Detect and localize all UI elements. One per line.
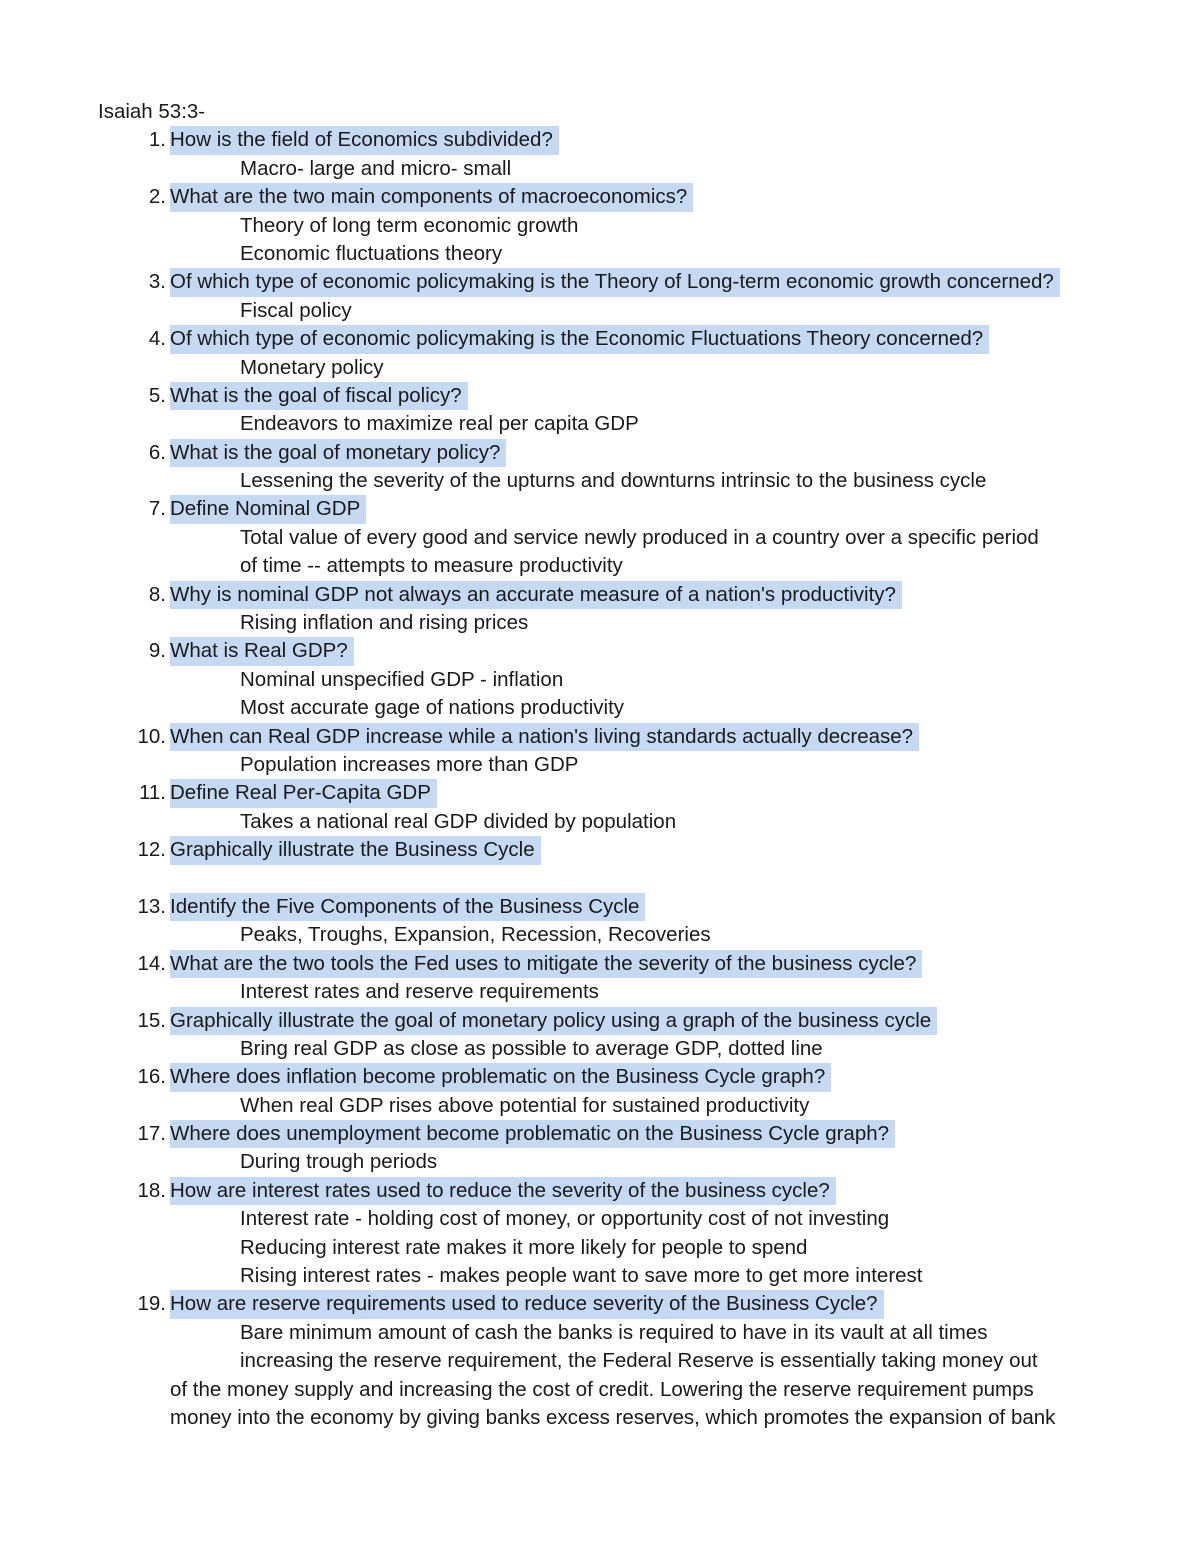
answer-text: Total value of every good and service newly produced in a country over a specific period <box>240 525 1039 549</box>
answer-text: Nominal unspecified GDP - inflation <box>240 667 564 691</box>
question-number: 9. <box>148 639 166 663</box>
question-item <box>98 1063 1108 1091</box>
answer-text: of time -- attempts to measure productivity <box>240 554 623 578</box>
question-number: 7. <box>148 497 166 521</box>
question-number: 10. <box>137 724 166 748</box>
question-number: 4. <box>148 327 166 351</box>
question-text: Where does inflation become problematic on the Business Cycle graph? <box>170 1063 831 1091</box>
question-text: What is the goal of monetary policy? <box>170 439 506 467</box>
question-text: How are interest rates used to reduce the severity of the business cycle? <box>170 1177 836 1205</box>
question-number: 5. <box>148 383 166 407</box>
document-body <box>98 98 1108 1432</box>
question-item <box>98 1120 1108 1148</box>
question-text: What is the goal of fiscal policy? <box>170 382 468 410</box>
answer-text: increasing the reserve requirement, the Federal Reserve is essentially taking money out <box>240 1349 1038 1373</box>
question-number: 11. <box>139 781 166 805</box>
question-item <box>98 950 1108 978</box>
question-number: 19. <box>137 1292 166 1316</box>
question-number: 2. <box>148 185 166 209</box>
question-number: 6. <box>148 440 166 464</box>
question-text: How are reserve requirements used to reduce severity of the Business Cycle? <box>170 1290 884 1318</box>
question-text: Define Nominal GDP <box>170 495 366 523</box>
question-item <box>98 325 1108 353</box>
question-number: 16. <box>137 1065 166 1089</box>
question-text: Of which type of economic policymaking is the Economic Fluctuations Theory concerned? <box>170 325 989 353</box>
answer-text: Takes a national real GDP divided by population <box>240 809 677 833</box>
question-item <box>98 1290 1108 1318</box>
question-number: 17. <box>137 1122 166 1146</box>
question-text: Identify the Five Components of the Business Cycle <box>170 893 645 921</box>
question-number: 15. <box>137 1008 166 1032</box>
answer-text: Endeavors to maximize real per capita GDP <box>240 412 639 436</box>
document-title: Isaiah 53:3- <box>98 100 206 123</box>
question-item <box>98 723 1108 751</box>
blank-line <box>98 865 1108 893</box>
answer-continuation-text: of the money supply and increasing the cost of credit. Lowering the reserve requirement pumps <box>170 1377 1034 1401</box>
answer-continuation-text: money into the economy by giving banks excess reserves, which promotes the expansion of bank <box>170 1405 1056 1429</box>
answer-text: Theory of long term economic growth <box>240 213 579 237</box>
question-number: 13. <box>137 894 166 918</box>
answer-text: Most accurate gage of nations productivity <box>240 696 625 720</box>
question-number: 1. <box>148 128 166 152</box>
question-number: 8. <box>148 582 166 606</box>
answer-text: Fiscal policy <box>240 298 352 322</box>
answer-text: Monetary policy <box>240 355 384 379</box>
question-text: Define Real Per-Capita GDP <box>170 779 437 807</box>
question-item <box>98 836 1108 864</box>
question-text: When can Real GDP increase while a nation's living standards actually decrease? <box>170 723 919 751</box>
question-number: 3. <box>148 270 166 294</box>
question-item <box>98 581 1108 609</box>
question-text: How is the field of Economics subdivided? <box>170 126 559 154</box>
answer-text: Interest rate - holding cost of money, or opportunity cost of not investing <box>240 1207 890 1231</box>
answer-text: Bring real GDP as close as possible to average GDP, dotted line <box>240 1036 823 1060</box>
answer-text: During trough periods <box>240 1150 438 1174</box>
question-item <box>98 1007 1108 1035</box>
question-text: Why is nominal GDP not always an accurate measure of a nation's productivity? <box>170 581 902 609</box>
question-item <box>98 439 1108 467</box>
question-item <box>98 1177 1108 1205</box>
question-number: 12. <box>137 838 166 862</box>
answer-text: When real GDP rises above potential for sustained productivity <box>240 1093 810 1117</box>
question-item <box>98 126 1108 154</box>
question-text: What are the two tools the Fed uses to mitigate the severity of the business cycle? <box>170 950 922 978</box>
question-item <box>98 779 1108 807</box>
question-text: Where does unemployment become problematic on the Business Cycle graph? <box>170 1120 895 1148</box>
question-item <box>98 495 1108 523</box>
question-item <box>98 637 1108 665</box>
question-text: What are the two main components of macroeconomics? <box>170 183 693 211</box>
question-item <box>98 183 1108 211</box>
answer-text: Bare minimum amount of cash the banks is required to have in its vault at all times <box>240 1320 988 1344</box>
answer-text: Macro- large and micro- small <box>240 156 512 180</box>
answer-text: Rising interest rates - makes people want to save more to get more interest <box>240 1264 923 1288</box>
question-item <box>98 382 1108 410</box>
question-text: Of which type of economic policymaking is the Theory of Long-term economic growth concerned? <box>170 268 1060 296</box>
question-text: What is Real GDP? <box>170 637 354 665</box>
answer-text: Population increases more than GDP <box>240 752 579 776</box>
question-number: 14. <box>137 951 166 975</box>
answer-text: Economic fluctuations theory <box>240 241 503 265</box>
answer-text: Interest rates and reserve requirements <box>240 980 599 1004</box>
question-item <box>98 268 1108 296</box>
answer-text: Lessening the severity of the upturns and downturns intrinsic to the business cycle <box>240 469 987 493</box>
question-text: Graphically illustrate the Business Cycle <box>170 836 541 864</box>
answer-text: Reducing interest rate makes it more likely for people to spend <box>240 1235 808 1259</box>
question-text: Graphically illustrate the goal of monetary policy using a graph of the business cycle <box>170 1007 937 1035</box>
question-number: 18. <box>137 1178 166 1202</box>
question-item <box>98 893 1108 921</box>
answer-text: Rising inflation and rising prices <box>240 611 529 635</box>
answer-text: Peaks, Troughs, Expansion, Recession, Recoveries <box>240 923 711 947</box>
